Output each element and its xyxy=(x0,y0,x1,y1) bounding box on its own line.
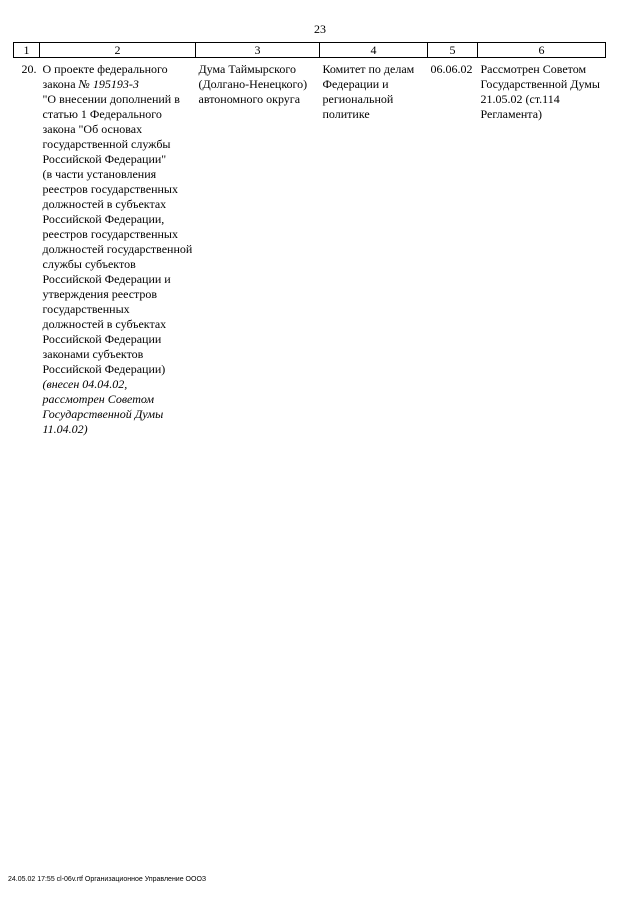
table-row xyxy=(14,58,606,438)
result-cell: Рассмотрен Советом Государственной Думы 21.05.02 (ст.114 Регламента) xyxy=(480,62,600,121)
bill-detail: (в части установления реестров государственных должностей в субъектах Российской Федерации, реестров государственных должностей государственной службы субъектов Российской Федерации и утверждения реестров государственных должностей в субъектах Российской Федерации законами субъектов Российской Федерации) xyxy=(42,167,193,376)
col-header-6: 6 xyxy=(478,43,606,58)
col-header-1: 1 xyxy=(14,43,40,58)
bill-status: (внесен 04.04.02, рассмотрен Советом Государственной Думы 11.04.02) xyxy=(42,377,164,436)
col-header-4: 4 xyxy=(320,43,428,58)
bill-intro: О проекте федерального закона xyxy=(42,62,168,91)
initiator-cell: Дума Таймырского (Долгано-Ненецкого) автономного округа xyxy=(198,62,308,106)
col-header-2: 2 xyxy=(40,43,196,58)
bill-number: № 195193-3 xyxy=(78,77,139,91)
date-cell: 06.06.02 xyxy=(430,62,473,76)
page-number: 23 xyxy=(314,22,326,36)
agenda-table xyxy=(13,42,606,437)
col-header-3: 3 xyxy=(196,43,320,58)
bill-title: "О внесении дополнений в статью 1 Федерального закона "Об основах государственной службы Российской Федерации" xyxy=(42,92,180,166)
col-header-5: 5 xyxy=(428,43,478,58)
committee-cell: Комитет по делам Федерации и региональной политике xyxy=(322,62,415,121)
row-number: 20. xyxy=(21,62,37,76)
bill-cell xyxy=(40,58,196,438)
header-row xyxy=(14,43,606,58)
document-footer: 24.05.02 17:55 cl-06v.rtf Организационное Управление ОООЗ xyxy=(8,876,207,883)
